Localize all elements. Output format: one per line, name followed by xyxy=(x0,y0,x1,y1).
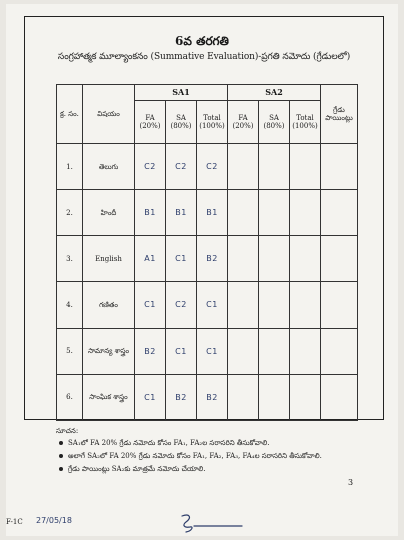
table-row xyxy=(57,190,358,236)
row-subject: తెలుగు xyxy=(83,144,135,190)
note-item: గ్రేడు పాయింట్లు SA₂కు మాత్రమే నమోదు చేయాలి. xyxy=(56,463,376,476)
header-sno: క్ర. సం. xyxy=(57,85,83,144)
sa1-sa-grade: C1 xyxy=(166,328,197,374)
header-sa1-sa: SA (80%) xyxy=(166,101,197,144)
sa2-total-cell xyxy=(290,144,321,190)
notes-title: సూచన: xyxy=(56,427,79,435)
sa1-fa-grade: A1 xyxy=(135,236,166,282)
sa2-sa-cell xyxy=(259,328,290,374)
header-sa2-fa: FA (20%) xyxy=(228,101,259,144)
grade-points-cell xyxy=(321,282,358,328)
grades-table xyxy=(56,84,358,421)
grade-points-cell xyxy=(321,374,358,420)
page-subtitle: సంగ్రహాత్మక మూల్యాంకనం (Summative Evaluation)-ప్రగతి నమోదు (గ్రేడులలో) xyxy=(57,52,351,62)
sa2-sa-cell xyxy=(259,236,290,282)
sa2-total-cell xyxy=(290,282,321,328)
sa2-fa-cell xyxy=(228,374,259,420)
header-sa2-sa: SA (80%) xyxy=(259,101,290,144)
table-row xyxy=(57,144,358,190)
sa1-sa-grade: C2 xyxy=(166,144,197,190)
page-number: 3 xyxy=(348,478,354,487)
sa1-sa-grade: C2 xyxy=(166,282,197,328)
sa1-fa-grade: C2 xyxy=(135,144,166,190)
row-sno: 5. xyxy=(57,328,83,374)
sa2-total-cell xyxy=(290,190,321,236)
row-sno: 3. xyxy=(57,236,83,282)
sa2-fa-cell xyxy=(228,144,259,190)
header-sa2-total: Total (100%) xyxy=(290,101,321,144)
sa1-sa-grade: C1 xyxy=(166,236,197,282)
sa2-total-cell xyxy=(290,328,321,374)
sa1-total-grade: C1 xyxy=(197,328,228,374)
handwritten-date: 27/05/18 xyxy=(36,516,72,525)
sa1-total-grade: B1 xyxy=(197,190,228,236)
sa2-total-cell xyxy=(290,236,321,282)
header-sa1-total: Total (100%) xyxy=(197,101,228,144)
grade-points-cell xyxy=(321,236,358,282)
row-sno: 1. xyxy=(57,144,83,190)
signature-mark xyxy=(176,512,246,534)
row-sno: 2. xyxy=(57,190,83,236)
header-sa1: SA1 xyxy=(135,85,228,101)
header-subject: విషయం xyxy=(83,85,135,144)
header-grade-points: గ్రేడు పాయింట్లు xyxy=(321,85,358,144)
grade-points-cell xyxy=(321,190,358,236)
sa1-fa-grade: C1 xyxy=(135,374,166,420)
grade-points-cell xyxy=(321,328,358,374)
sa1-sa-grade: B1 xyxy=(166,190,197,236)
sa1-sa-grade: B2 xyxy=(166,374,197,420)
sa2-fa-cell xyxy=(228,328,259,374)
sa2-sa-cell xyxy=(259,374,290,420)
header-sa1-fa: FA (20%) xyxy=(135,101,166,144)
table-row xyxy=(57,236,358,282)
sa1-fa-grade: C1 xyxy=(135,282,166,328)
row-subject: హిందీ xyxy=(83,190,135,236)
table-row xyxy=(57,374,358,420)
sa2-fa-cell xyxy=(228,190,259,236)
report-page xyxy=(6,4,398,536)
row-sno: 4. xyxy=(57,282,83,328)
sa2-sa-cell xyxy=(259,282,290,328)
sa2-sa-cell xyxy=(259,144,290,190)
row-subject: English xyxy=(83,236,135,282)
sa2-fa-cell xyxy=(228,236,259,282)
note-item: SA₁లో FA 20% గ్రేడు నమోదు కోసం FA₁, FA₂ల సరాసరిని తీసుకోవాలి. xyxy=(56,437,376,450)
sa1-fa-grade: B2 xyxy=(135,328,166,374)
form-code: F-1C xyxy=(6,518,23,526)
notes-section xyxy=(56,425,376,476)
row-sno: 6. xyxy=(57,374,83,420)
sa2-sa-cell xyxy=(259,190,290,236)
page-title: 6వ తరగతి xyxy=(175,34,229,48)
sa1-total-grade: B2 xyxy=(197,236,228,282)
sa1-total-grade: B2 xyxy=(197,374,228,420)
grade-points-cell xyxy=(321,144,358,190)
sa1-total-grade: C1 xyxy=(197,282,228,328)
table-row xyxy=(57,282,358,328)
row-subject: గణితం xyxy=(83,282,135,328)
table-row xyxy=(57,328,358,374)
header-sa2: SA2 xyxy=(228,85,321,101)
row-subject: సామాన్య శాస్త్రం xyxy=(83,328,135,374)
sa1-total-grade: C2 xyxy=(197,144,228,190)
note-item: అలాగే SA₂లో FA 20% గ్రేడు నమోదు కోసం FA₁, FA₂, FA₃, FA₄ల సరాసరిని తీసుకోవాలి. xyxy=(56,450,376,463)
row-subject: సాంఘిక శాస్త్రం xyxy=(83,374,135,420)
sa2-total-cell xyxy=(290,374,321,420)
sa2-fa-cell xyxy=(228,282,259,328)
sa1-fa-grade: B1 xyxy=(135,190,166,236)
